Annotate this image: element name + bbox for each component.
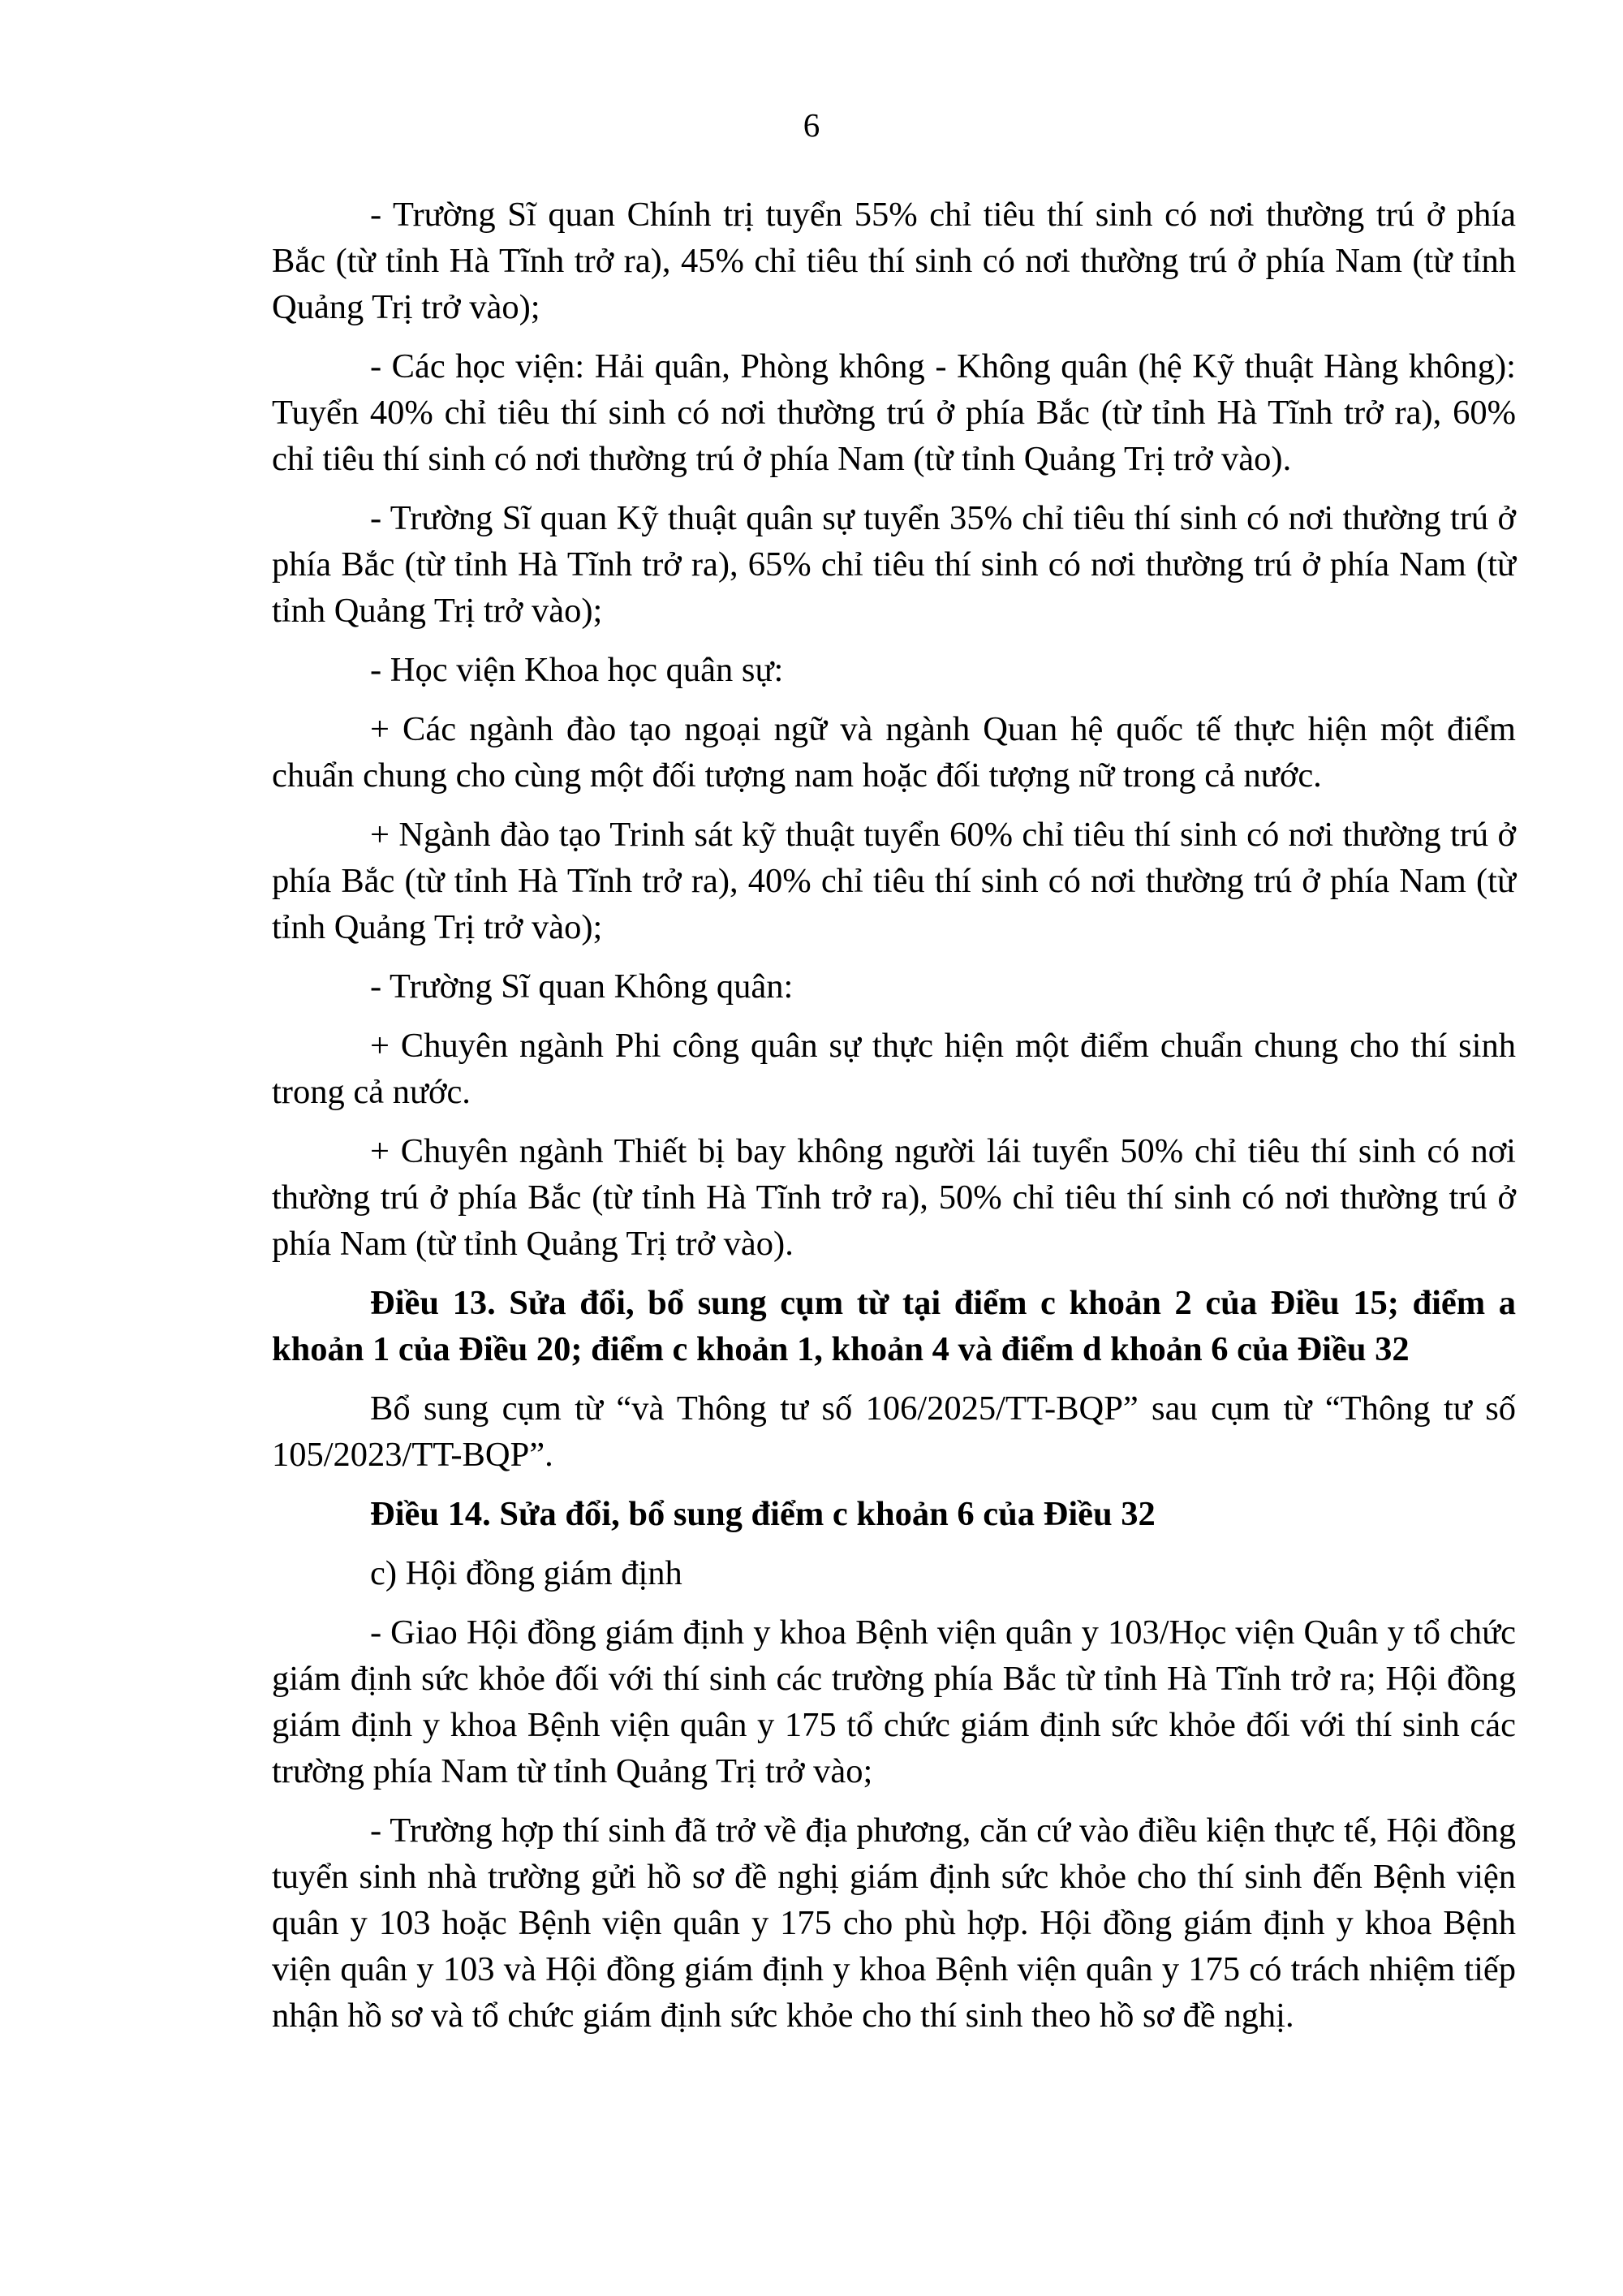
document-body	[272, 192, 1516, 2052]
paragraph-candidates-returned-home: - Trường hợp thí sinh đã trở về địa phương, căn cứ vào điều kiện thực tế, Hội đồng tuyển sinh nhà trường gửi hồ sơ đề nghị giám định sức khỏe cho thí sinh đến Bệnh viện quân y 103 hoặc Bệnh viện quân y 175 cho phù hợp. Hội đồng giám định y khoa Bệnh viện quân y 103 và Hội đồng giám định y khoa Bệnh viện quân y 175 có trách nhiệm tiếp nhận hồ sơ và tổ chức giám định sức khỏe cho thí sinh theo hồ sơ đề nghị.	[272, 1811, 1516, 2035]
paragraph-political-officer-school: - Trường Sĩ quan Chính trị tuyển 55% chỉ tiêu thí sinh có nơi thường trú ở phía Bắc (từ tỉnh Hà Tĩnh trở ra), 45% chỉ tiêu thí sinh có nơi thường trú ở phía Nam (từ tỉnh Quảng Trị trở vào);	[272, 196, 1516, 326]
paragraph-medical-council-assignment: - Giao Hội đồng giám định y khoa Bệnh viện quân y 103/Học viện Quân y tổ chức giám định sức khỏe đối với thí sinh các trường phía Bắc từ tỉnh Hà Tĩnh trở ra; Hội đồng giám định y khoa Bệnh viện quân y 175 tổ chức giám định sức khỏe đối với thí sinh các trường phía Nam từ tỉnh Quảng Trị trở vào;	[272, 1613, 1516, 1790]
paragraph-military-pilot: + Chuyên ngành Phi công quân sự thực hiện một điểm chuẩn chung cho thí sinh trong cả nước.	[272, 1027, 1516, 1111]
paragraph-air-force-officer-school: - Trường Sĩ quan Không quân:	[370, 967, 794, 1006]
article-14-heading: Điều 14. Sửa đổi, bổ sung điểm c khoản 6 của Điều 32	[370, 1495, 1156, 1533]
page-number: 6	[803, 106, 820, 144]
paragraph-foreign-language-majors: + Các ngành đào tạo ngoại ngữ và ngành Quan hệ quốc tế thực hiện một điểm chuẩn chung cho cùng một đối tượng nam hoặc đối tượng nữ trong cả nước.	[272, 710, 1516, 795]
paragraph-uav-specialty: + Chuyên ngành Thiết bị bay không người lái tuyển 50% chỉ tiêu thí sinh có nơi thường trú ở phía Bắc (từ tỉnh Hà Tĩnh trở ra), 50% chỉ tiêu thí sinh có nơi thường trú ở phía Nam (từ tỉnh Quảng Trị trở vào).	[272, 1132, 1516, 1263]
article-13-body: Bổ sung cụm từ “và Thông tư số 106/2025/TT-BQP” sau cụm từ “Thông tư số 105/2023/TT-BQP”.	[272, 1389, 1516, 1474]
paragraph-naval-air-defense-academies: - Các học viện: Hải quân, Phòng không - Không quân (hệ Kỹ thuật Hàng không): Tuyển 40% chỉ tiêu thí sinh có nơi thường trú ở phía Bắc (từ tỉnh Hà Tĩnh trở ra), 60% chỉ tiêu thí sinh có nơi thường trú ở phía Nam (từ tỉnh Quảng Trị trở vào).	[272, 347, 1516, 478]
paragraph-military-science-academy: - Học viện Khoa học quân sự:	[370, 651, 784, 689]
paragraph-technical-reconnaissance: + Ngành đào tạo Trinh sát kỹ thuật tuyển 60% chỉ tiêu thí sinh có nơi thường trú ở phía Bắc (từ tỉnh Hà Tĩnh trở ra), 40% chỉ tiêu thí sinh có nơi thường trú ở phía Nam (từ tỉnh Quảng Trị trở vào);	[272, 816, 1516, 946]
article-13-heading: Điều 13. Sửa đổi, bổ sung cụm từ tại điểm c khoản 2 của Điều 15; điểm a khoản 1 của Điều 20; điểm c khoản 1, khoản 4 và điểm d khoản 6 của Điều 32	[272, 1284, 1516, 1368]
paragraph-military-technical-school: - Trường Sĩ quan Kỹ thuật quân sự tuyển 35% chỉ tiêu thí sinh có nơi thường trú ở phía Bắc (từ tỉnh Hà Tĩnh trở ra), 65% chỉ tiêu thí sinh có nơi thường trú ở phía Nam (từ tỉnh Quảng Trị trở vào);	[272, 499, 1516, 630]
article-14-point-c: c) Hội đồng giám định	[370, 1554, 682, 1592]
